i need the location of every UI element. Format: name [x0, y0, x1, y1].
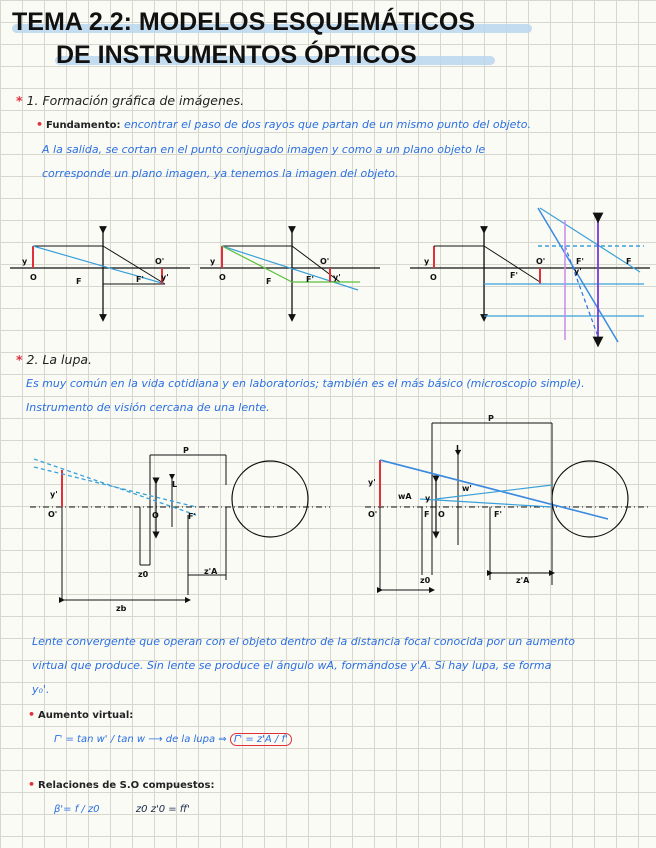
svg-text:F': F'	[306, 275, 314, 284]
svg-text:z'A: z'A	[516, 576, 530, 585]
relaciones-formulas	[54, 804, 190, 815]
star-bullet-icon: *	[16, 352, 23, 367]
svg-text:F: F	[266, 277, 272, 286]
svg-text:O': O'	[48, 510, 58, 519]
fundamento-line-3: corresponde un plano imagen, ya tenemos la imagen del objeto.	[42, 167, 399, 180]
section-1-text	[36, 113, 636, 186]
page-title	[12, 6, 652, 72]
svg-text:O: O	[438, 510, 445, 519]
fundamento-line-2: A la salida, se cortan en el punto conjugado imagen y como a un plano objeto le	[42, 143, 486, 156]
arrow-right-icon: ⟶	[148, 734, 166, 745]
svg-text:y': y'	[368, 478, 376, 487]
lupa-paragraph	[32, 630, 632, 702]
section-2-heading: * 2. La lupa.	[16, 352, 93, 367]
star-bullet-icon: *	[16, 93, 23, 108]
lupa-intro-line-1: Es muy común en la vida cotidiana y en laboratorios; también es el más básico (microscopio simple).	[26, 377, 585, 390]
svg-text:F: F	[626, 257, 632, 266]
label-yp: y'	[161, 273, 169, 282]
label-o: O	[30, 273, 37, 282]
svg-text:O: O	[430, 273, 437, 282]
svg-text:z'A: z'A	[204, 567, 218, 576]
svg-text:y: y	[425, 494, 431, 503]
formula-newton: z0 z'0 = ff'	[135, 804, 190, 815]
formula-beta: β'= f / z0	[54, 804, 100, 815]
paragraph-line-1: Lente convergente que operan con el objeto dentro de la distancia focal conocida por un aumento	[32, 635, 575, 648]
svg-text:L: L	[456, 444, 462, 453]
paragraph-line-3: y₀'.	[32, 683, 50, 696]
svg-text:O': O'	[536, 257, 546, 266]
title-line-2: DE INSTRUMENTOS ÓPTICOS	[56, 41, 417, 69]
label-op: O'	[155, 257, 165, 266]
svg-text:zb: zb	[116, 604, 127, 613]
label-y: y	[22, 257, 28, 266]
magnifier-diagram-right	[365, 415, 650, 590]
dot-bullet-icon: •	[28, 778, 36, 791]
section-1-heading: * 1. Formación gráfica de imágenes.	[16, 93, 245, 108]
implies-icon: ⇒	[218, 734, 230, 745]
ray-diagram-2	[200, 230, 380, 318]
ray-diagram-3	[410, 208, 650, 342]
section-2-intro	[26, 372, 646, 420]
svg-text:F': F'	[188, 512, 196, 521]
svg-text:F': F'	[576, 257, 584, 266]
svg-text:y: y	[424, 257, 430, 266]
svg-text:wA: wA	[398, 492, 412, 501]
svg-text:y: y	[210, 257, 216, 266]
svg-text:y': y'	[333, 273, 341, 282]
svg-text:z0: z0	[138, 570, 149, 579]
label-fp: F'	[136, 275, 144, 284]
aumento-label: • Aumento virtual:	[28, 708, 134, 721]
svg-text:P: P	[488, 415, 494, 423]
relaciones-label: • Relaciones de S.O compuestos:	[28, 778, 215, 791]
svg-text:L: L	[172, 480, 178, 489]
dot-bullet-icon: •	[28, 708, 36, 721]
svg-text:O': O'	[320, 257, 330, 266]
lupa-intro-line-2: Instrumento de visión cercana de una lente.	[26, 401, 270, 414]
svg-text:z0: z0	[420, 576, 431, 585]
paragraph-line-2: virtual que produce. Sin lente se produce el ángulo wA, formándose y'A. Si hay lupa, se forma	[32, 659, 552, 672]
svg-text:w': w'	[462, 484, 472, 493]
fundamento-line-1: • Fundamento: encontrar el paso de dos rayos que partan de un mismo punto del objeto.	[36, 118, 531, 131]
formula-left: Γ' = tan w' / tan w	[54, 734, 146, 745]
formula-right: Γ' = z'A / f'	[230, 733, 292, 746]
title-line-1: TEMA 2.2: MODELOS ESQUEMÁTICOS	[12, 8, 476, 36]
label-f: F	[76, 277, 82, 286]
svg-text:O: O	[219, 273, 226, 282]
dot-bullet-icon: •	[36, 118, 44, 131]
magnifier-diagrams-row	[0, 415, 656, 615]
svg-text:P: P	[183, 446, 189, 455]
magnifier-diagram-left	[30, 446, 330, 613]
svg-text:y': y'	[574, 267, 582, 276]
aumento-formula	[54, 734, 292, 745]
ray-diagram-1	[10, 230, 190, 318]
svg-text:F': F'	[494, 510, 502, 519]
svg-text:O: O	[152, 511, 159, 520]
formula-arrow-text: de la lupa	[165, 734, 216, 745]
svg-text:y': y'	[50, 490, 58, 499]
svg-text:O': O'	[368, 510, 378, 519]
ray-diagrams-row	[0, 200, 656, 350]
svg-text:F': F'	[510, 271, 518, 280]
svg-text:F: F	[424, 510, 430, 519]
